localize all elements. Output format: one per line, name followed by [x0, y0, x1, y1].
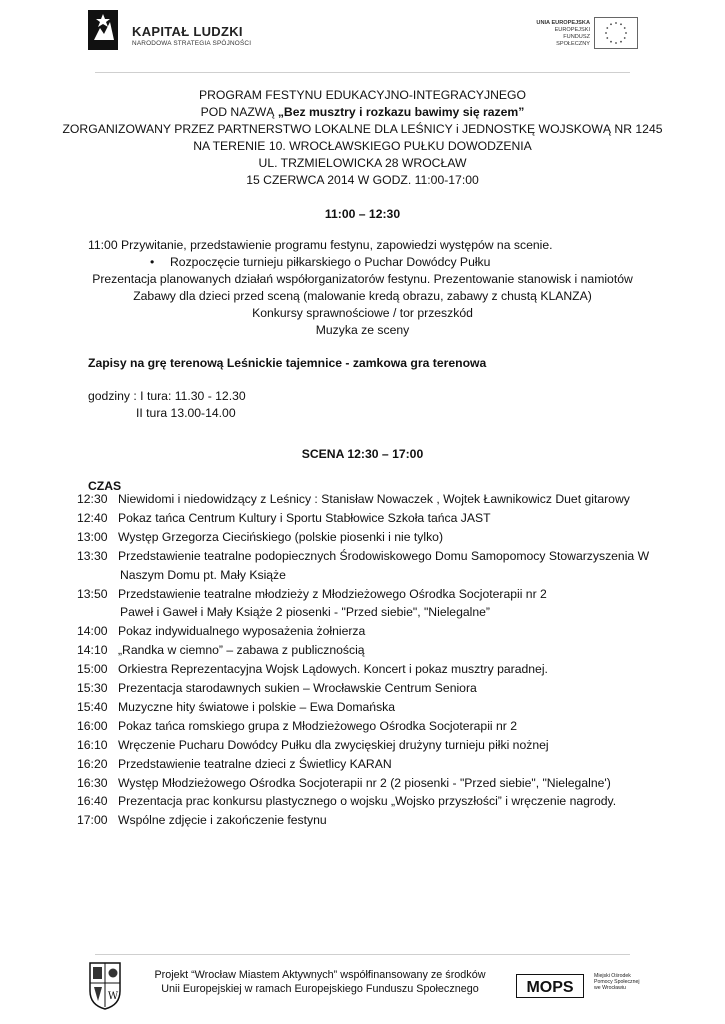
schedule-time: 12:40	[77, 510, 108, 525]
schedule-time: 14:10	[77, 643, 108, 658]
schedule-item: Przedstawienie teatralne dzieci z Świetlicy KARAN	[118, 756, 392, 771]
session1-line-6: Muzyka ze sceny	[315, 323, 410, 337]
schedule-time: 12:30	[77, 492, 108, 506]
schedule-time: 16:10	[77, 737, 108, 752]
session1-line-5: Konkursy sprawnościowe / tor przeszkód	[252, 306, 473, 320]
schedule-item: Przedstawienie teatralne młodzieży z Młodzieżowego Ośrodka Socjoterapii nr 2	[118, 586, 547, 601]
schedule-time: 16:20	[77, 756, 108, 771]
schedule-item: Niewidomi i niedowidzący z Leśnicy : Stanisław Nowaczek , Wojtek Ławnikowicz Duet gitarowy	[118, 492, 630, 506]
czas-label: CZAS	[88, 479, 122, 493]
schedule-time: 15:40	[77, 699, 108, 714]
festival-name: „Bez musztry i rozkazu bawimy się razem”	[277, 105, 525, 119]
schedule-time: 14:00	[77, 624, 108, 639]
schedule-time: 13:00	[77, 529, 108, 544]
schedule-item-continuation: Naszym Domu pt. Mały Książe	[120, 567, 286, 582]
kapital-ludzki-logo-icon	[88, 10, 118, 50]
schedule-item: Występ Młodzieżowego Ośrodka Socjoterapii nr 2 (2 piosenki - "Przed siebie", "Nielegalne')	[118, 775, 611, 790]
schedule-time: 16:40	[77, 794, 108, 809]
schedule-item-continuation: Paweł i Gaweł i Mały Książe 2 piosenki - "Przed siebie", "Nielegalne”	[120, 605, 490, 620]
game-hours-2: II tura 13.00-14.00	[136, 406, 236, 420]
session1-line-3: Prezentacja planowanych działań współorganizatorów festynu. Prezentowanie stanowisk i namiotów	[92, 272, 633, 286]
kapital-ludzki-subtitle: NARODOWA STRATEGIA SPÓJNOŚCI	[132, 40, 252, 47]
session1-line-1: 11:00 Przywitanie, przedstawienie programu festynu, zapowiedzi występów na scenie.	[88, 238, 553, 252]
schedule-time: 13:30	[77, 548, 108, 563]
mops-logo-icon	[516, 974, 584, 998]
footer-divider	[95, 954, 630, 955]
schedule-time: 16:30	[77, 775, 108, 790]
schedule-item: Pokaz tańca Centrum Kultury i Sportu Stabłowice Szkoła tańca JAST	[118, 510, 491, 525]
schedule-item: Pokaz indywidualnego wyposażenia żołnierza	[118, 624, 366, 639]
bullet-icon: •	[150, 255, 155, 269]
game-hours-1: godziny : I tura: 11.30 - 12.30	[88, 389, 246, 403]
svg-text:W: W	[107, 991, 119, 1002]
schedule-item: Występ Grzegorza Cieciński​ego (polskie piosenki i nie tylko)	[118, 529, 444, 544]
schedule-time: 16:00	[77, 718, 108, 733]
schedule-time: 13:50	[77, 586, 108, 601]
session1-bullet-item: • Rozpoczęcie turnieju piłkarskiego o Puchar Dowódcy Pułku	[150, 255, 491, 269]
session1-heading: 11:00 – 12:30	[324, 207, 401, 221]
title-line-5: UL. TRZMIELOWICKA 28 WROCŁAW	[258, 156, 467, 170]
title-line-2: POD NAZWĄ „Bez musztry i rozkazu bawimy się razem”	[200, 105, 525, 119]
wroclaw-crest-icon	[88, 961, 122, 1011]
footer-project-text: Projekt “Wrocław Miastem Aktywnych” współfinansowany ze środków Unii Europejskiej w ramach Europejskiego Funduszu Społecznego	[154, 969, 486, 995]
mops-name: Miejski Ośrodek Pomocy Społecznej we Wrocławiu	[594, 973, 640, 992]
schedule-item: Wspólne zdjęcie i zakończenie festynu	[118, 813, 327, 828]
schedule-item: Wręczenie Pucharu Dowódcy Pułku dla zwycięskiej drużyny turnieju piłki nożnej	[118, 737, 549, 752]
schedule-time: 17:00	[77, 813, 108, 828]
schedule-item: Prezentacja starodawnych sukien – Wrocławskie Centrum Seniora	[118, 681, 477, 695]
kapital-ludzki-title: KAPITAŁ LUDZKI	[132, 24, 243, 39]
title-line-4: NA TERENIE 10. WROCŁAWSKIEGO PUŁKU DOWODZENIA	[193, 139, 532, 153]
title-line-3: ZORGANIZOWANY PRZEZ PARTNERSTWO LOKALNE DLA LEŚNICY i JEDNOSTKĘ WOJSKOWĄ NR 1245	[62, 122, 663, 136]
game-heading: Zapisy na grę terenową Leśnickie tajemnice - zamkowa gra terenowa	[88, 356, 487, 370]
header-divider	[95, 72, 630, 73]
schedule-item: Muzyczne hity światowe i polskie – Ewa Domańska	[118, 699, 396, 714]
svg-text:MOPS: MOPS	[526, 979, 574, 996]
title-line-6: 15 CZERWCA 2014 W GODZ. 11:00-17:00	[246, 173, 479, 187]
scene-heading: SCENA 12:30 – 17:00	[301, 447, 424, 461]
schedule-item: Orkiestra Reprezentacyjna Wojsk Lądowych. Koncert i pokaz musztry paradnej.	[118, 662, 548, 677]
eu-label: UNIA EUROPEJSKA EUROPEJSKI FUNDUSZ SPOŁECZNY	[536, 20, 590, 47]
schedule-item: Pokaz tańca romskiego grupa z Młodzieżowego Ośrodka Socjoterapii nr 2	[118, 718, 518, 733]
schedule-item: „Randka w ciemno” – zabawa z publicznością	[118, 643, 365, 658]
eu-flag-icon	[594, 17, 638, 49]
title-line-1: PROGRAM FESTYNU EDUKACYJNO-INTEGRACYJNEGO	[198, 88, 527, 102]
schedule-item: Prezentacja prac konkursu plastycznego o wojsku „Wojsko przyszłości” i wręczenie nagrody.	[118, 794, 617, 809]
schedule-time: 15:00	[77, 662, 108, 677]
session1-line-4: Zabawy dla dzieci przed sceną (malowanie kredą obrazu, zabawy z chustą KLANZA)	[133, 289, 592, 303]
schedule-item: Przedstawienie teatralne podopiecznych Środowiskowego Domu Samopomocy Stowarzyszenia W	[118, 548, 650, 563]
schedule-time: 15:30	[77, 681, 108, 695]
